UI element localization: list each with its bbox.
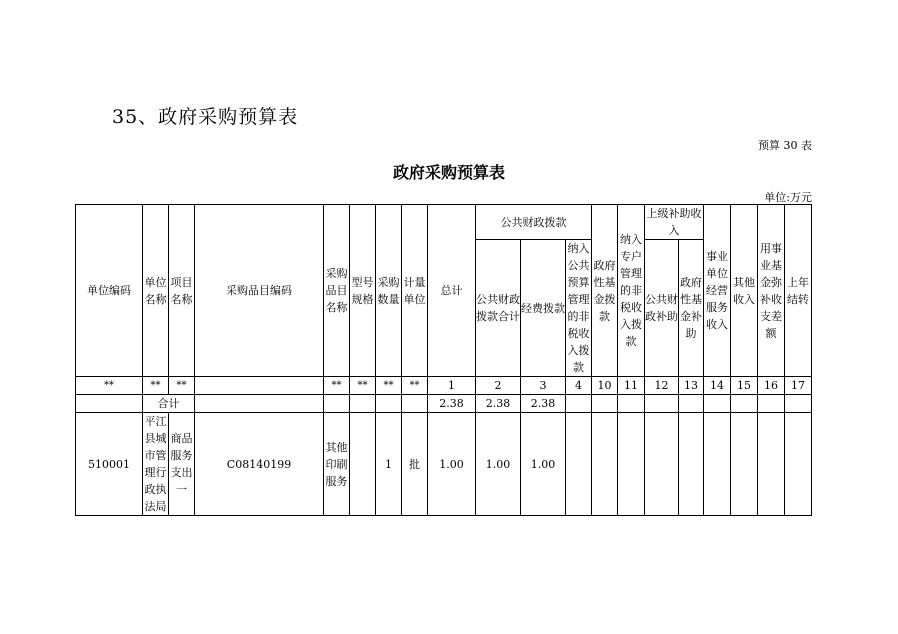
- total-cell: [402, 395, 428, 413]
- index-cell: 15: [731, 377, 758, 395]
- total-cell: [645, 395, 679, 413]
- total-operating-funds: 2.38: [521, 395, 566, 413]
- procurement-budget-table: [75, 204, 812, 516]
- unit-note: 单位:万元: [764, 191, 812, 204]
- index-cell: 13: [679, 377, 704, 395]
- index-cell: **: [350, 377, 376, 395]
- index-cell: **: [169, 377, 195, 395]
- total-cell: [618, 395, 645, 413]
- index-cell: **: [402, 377, 428, 395]
- header-model: 型号规格: [350, 205, 376, 377]
- header-public-fiscal: 公共财政拨款: [476, 205, 592, 240]
- total-cell: [566, 395, 592, 413]
- cell-model: [350, 413, 376, 516]
- cell-unit-code: 510001: [76, 413, 143, 516]
- cell-operating-funds: 1.00: [521, 413, 566, 516]
- index-cell: 11: [618, 377, 645, 395]
- form-number: 预算 30 表: [758, 139, 812, 152]
- cell-empty: [645, 413, 679, 516]
- header-unit-code: 单位编码: [76, 205, 143, 377]
- total-cell: [785, 395, 812, 413]
- cell-measure-unit: 批: [402, 413, 428, 516]
- index-cell: **: [143, 377, 169, 395]
- header-carryover: 上年结转: [785, 205, 812, 377]
- header-measure-unit: 计量单位: [402, 205, 428, 377]
- total-cell: [704, 395, 731, 413]
- cell-empty: [731, 413, 758, 516]
- header-budget-mgmt-nontax: 纳入公共预算管理的非税收入拨款: [566, 240, 592, 377]
- index-cell: 4: [566, 377, 592, 395]
- index-cell: 16: [758, 377, 785, 395]
- cell-empty: [704, 413, 731, 516]
- total-public-fiscal-subtotal: 2.38: [476, 395, 521, 413]
- index-cell: [195, 377, 324, 395]
- header-project-name: 项目名称: [169, 205, 195, 377]
- total-cell: [758, 395, 785, 413]
- header-total: 总计: [428, 205, 476, 377]
- cell-empty: [679, 413, 704, 516]
- index-cell: 2: [476, 377, 521, 395]
- total-cell: [679, 395, 704, 413]
- total-cell: [592, 395, 618, 413]
- header-item-code: 采购品目编码: [195, 205, 324, 377]
- index-cell: 14: [704, 377, 731, 395]
- cell-empty: [758, 413, 785, 516]
- header-business-income: 事业单位经营服务收入: [704, 205, 731, 377]
- header-superior-gov-fund: 政府性基金补助: [679, 240, 704, 377]
- index-cell: 3: [521, 377, 566, 395]
- index-cell: 10: [592, 377, 618, 395]
- cell-total: 1.00: [428, 413, 476, 516]
- total-label: 合计: [143, 395, 195, 413]
- cell-empty: [785, 413, 812, 516]
- cell-empty: [592, 413, 618, 516]
- cell-item-code: C08140199: [195, 413, 324, 516]
- header-superior-subsidy: 上级补助收入: [645, 205, 704, 240]
- total-cell: [731, 395, 758, 413]
- total-cell: [195, 395, 324, 413]
- cell-quantity: 1: [376, 413, 402, 516]
- index-cell: 1: [428, 377, 476, 395]
- total-cell: [324, 395, 350, 413]
- header-public-fiscal-subtotal: 公共财政拨款合计: [476, 240, 521, 377]
- header-other-income: 其他收入: [731, 205, 758, 377]
- total-cell: [76, 395, 143, 413]
- table-row: [76, 413, 812, 516]
- header-reserve-fund: 用事业基金弥补收支差额: [758, 205, 785, 377]
- header-operating-funds: 经费拨款: [521, 240, 566, 377]
- total-row: [76, 395, 812, 413]
- index-cell: 12: [645, 377, 679, 395]
- header-gov-fund: 政府性基金拨款: [592, 205, 618, 377]
- cell-empty: [566, 413, 592, 516]
- index-cell: **: [324, 377, 350, 395]
- index-row: [76, 377, 812, 395]
- header-special-nontax: 纳入专户管理的非税收入拨款: [618, 205, 645, 377]
- header-superior-public-fiscal: 公共财政补助: [645, 240, 679, 377]
- index-cell: 17: [785, 377, 812, 395]
- header-item-name: 采购品目名称: [324, 205, 350, 377]
- cell-project-name: 商品服务支出一: [169, 413, 195, 516]
- cell-item-name: 其他印刷服务: [324, 413, 350, 516]
- header-unit-name: 单位名称: [143, 205, 169, 377]
- total-cell: [376, 395, 402, 413]
- index-cell: **: [76, 377, 143, 395]
- section-heading: 35、政府采购预算表: [112, 106, 299, 128]
- total-cell: [350, 395, 376, 413]
- cell-public-fiscal-subtotal: 1.00: [476, 413, 521, 516]
- header-quantity: 采购数量: [376, 205, 402, 377]
- page-title: 政府采购预算表: [392, 163, 505, 182]
- total-amount: 2.38: [428, 395, 476, 413]
- cell-empty: [618, 413, 645, 516]
- cell-unit-name: 平江县城市管理行政执法局: [143, 413, 169, 516]
- index-cell: **: [376, 377, 402, 395]
